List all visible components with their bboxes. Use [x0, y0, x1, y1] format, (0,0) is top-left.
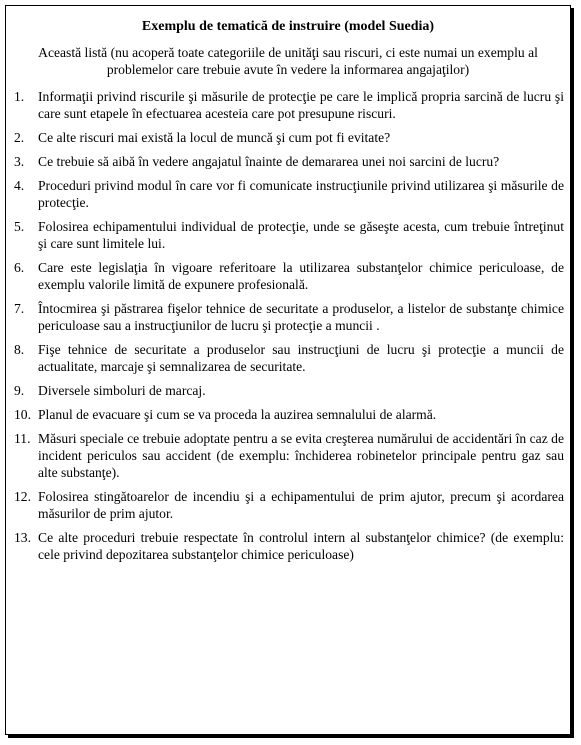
- list-item: [14, 129, 564, 146]
- list-item: [14, 153, 564, 170]
- list-item: [14, 88, 564, 122]
- item-text: Folosirea echipamentului individual de protecţie, unde se găseşte acesta, cum trebuie întreţinut şi care sunt limitele lui.: [38, 219, 564, 251]
- list-item: [14, 529, 564, 563]
- item-text: Ce alte proceduri trebuie respectate în controlul intern al substanţelor chimice? (de exemplu: cele privind depozitarea substanţelor chimice periculoase): [38, 530, 564, 562]
- document-frame: [5, 5, 571, 735]
- training-topic-list: [6, 88, 570, 563]
- item-number: 3.: [14, 154, 25, 169]
- item-number: 7.: [14, 301, 25, 316]
- item-text: Diversele simboluri de marcaj.: [38, 383, 206, 398]
- item-text: Fişe tehnice de securitate a produselor sau instrucţiuni de lucru şi protecţie a muncii de actualitate, marcaje şi semnalizarea de securitate.: [38, 342, 564, 374]
- list-item: [14, 300, 564, 334]
- item-text: Ce alte riscuri mai există la locul de muncă şi cum pot fi evitate?: [38, 130, 391, 145]
- list-item: [14, 406, 564, 423]
- item-number: 6.: [14, 260, 25, 275]
- item-number: 13.: [14, 530, 31, 545]
- item-number: 1.: [14, 89, 25, 104]
- list-item: [14, 259, 564, 293]
- item-number: 9.: [14, 383, 25, 398]
- item-number: 8.: [14, 342, 25, 357]
- list-item: [14, 382, 564, 399]
- item-number: 5.: [14, 219, 25, 234]
- list-item: [14, 430, 564, 481]
- list-item: [14, 177, 564, 211]
- item-text: Planul de evacuare şi cum se va proceda la auzirea semnalului de alarmă.: [38, 407, 437, 422]
- item-number: 10.: [14, 407, 31, 422]
- item-text: Informaţii privind riscurile şi măsurile de protecţie pe care le implică propria sarcină de lucru şi care sunt etapele în efectuarea acesteia care pot presupune riscuri.: [38, 89, 564, 121]
- item-text: Întocmirea şi păstrarea fişelor tehnice de securitate a produselor, a listelor de substanţe chimice periculoase sau a instrucţiunilor de lucru şi protecţie a muncii .: [38, 301, 564, 333]
- item-text: Proceduri privind modul în care vor fi comunicate instrucţiunile privind utilizarea şi măsurile de protecţie.: [38, 178, 564, 210]
- item-text: Folosirea stingătoarelor de incendiu şi a echipamentului de prim ajutor, precum şi acordarea măsurilor de prim ajutor.: [38, 489, 564, 521]
- intro-paragraph: Această listă (nu acoperă toate categoriile de unităţi sau riscuri, ci este numai un exemplu al problemelor care trebuie avute în vedere la informarea angajaţilor): [38, 45, 538, 77]
- item-number: 2.: [14, 130, 25, 145]
- item-number: 4.: [14, 178, 25, 193]
- list-item: [14, 488, 564, 522]
- item-text: Măsuri speciale ce trebuie adoptate pentru a se evita creşterea numărului de accidentări în caz de incident periculos sau accident (de exemplu: închiderea robinetelor principale pentru gaz sau alte substanţe).: [38, 431, 564, 480]
- item-text: Ce trebuie să aibă în vedere angajatul înainte de demararea unei noi sarcini de lucru?: [38, 154, 500, 169]
- list-item: [14, 218, 564, 252]
- item-number: 12.: [14, 489, 31, 504]
- list-item: [14, 341, 564, 375]
- item-text: Care este legislaţia în vigoare referitoare la utilizarea substanţelor chimice periculoase, de exemplu valorile limită de expunere profesională.: [38, 260, 564, 292]
- document-title: Exemplu de tematică de instruire (model Suedia): [141, 19, 435, 34]
- item-number: 11.: [14, 431, 31, 446]
